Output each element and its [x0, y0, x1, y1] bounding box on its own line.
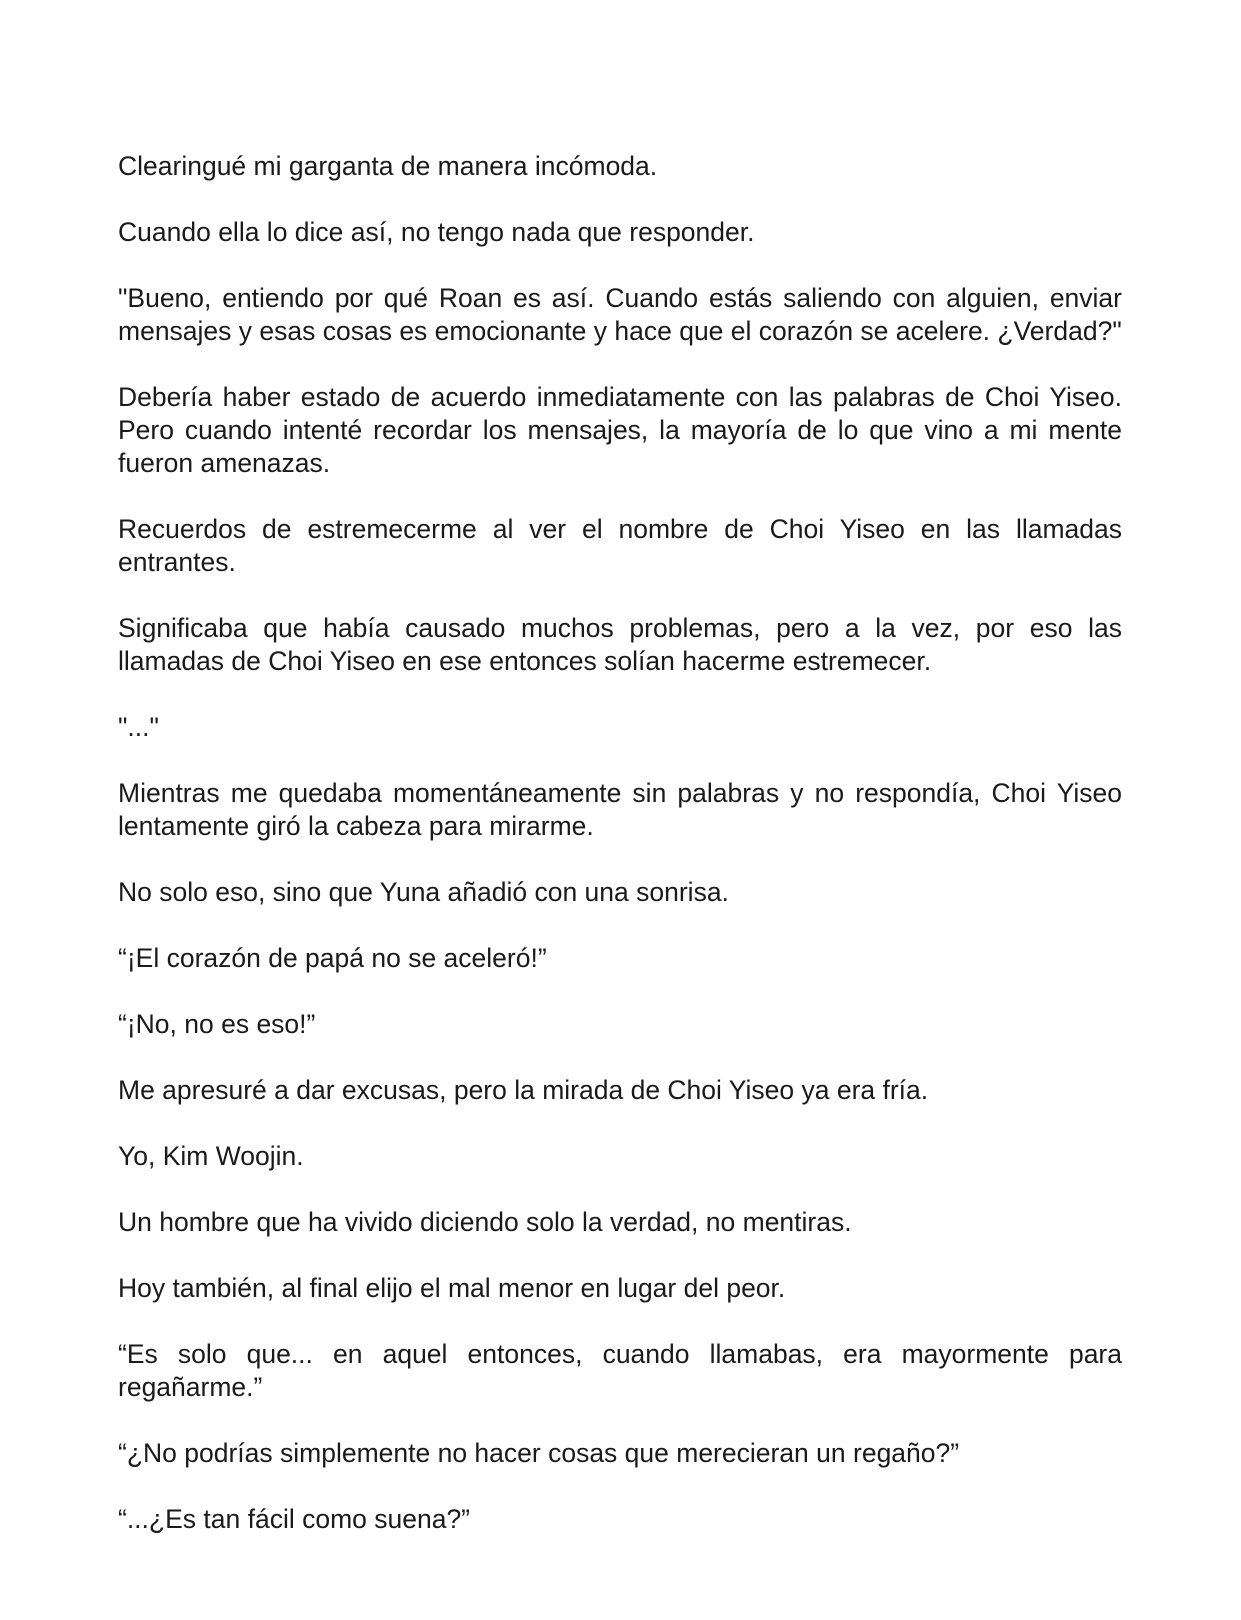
paragraph: "Bueno, entiendo por qué Roan es así. Cuando estás saliendo con alguien, enviar mensajes y esas cosas es emocionante y hace que el corazón se acelere. ¿Verdad?" — [118, 283, 1122, 346]
paragraph: "..." — [118, 712, 159, 742]
paragraph: Mientras me quedaba momentáneamente sin palabras y no respondía, Choi Yiseo lentamente giró la cabeza para mirarme. — [118, 778, 1122, 841]
paragraph: Un hombre que ha vivido diciendo solo la verdad, no mentiras. — [118, 1207, 852, 1237]
paragraph: Clearingué mi garganta de manera incómoda. — [118, 151, 658, 181]
paragraph: No solo eso, sino que Yuna añadió con una sonrisa. — [118, 877, 729, 907]
paragraph: “...¿Es tan fácil como suena?” — [118, 1504, 471, 1534]
paragraph: Yo, Kim Woojin. — [118, 1141, 304, 1171]
document-page — [118, 150, 1122, 1536]
paragraph: “¡No, no es eso!” — [118, 1009, 316, 1039]
paragraph: Cuando ella lo dice así, no tengo nada que responder. — [118, 217, 755, 247]
paragraph: Recuerdos de estremecerme al ver el nombre de Choi Yiseo en las llamadas entrantes. — [118, 514, 1122, 577]
paragraph: Hoy también, al final elijo el mal menor en lugar del peor. — [118, 1273, 786, 1303]
paragraph: “Es solo que... en aquel entonces, cuando llamabas, era mayormente para regañarme.” — [118, 1339, 1122, 1402]
paragraph: Significaba que había causado muchos problemas, pero a la vez, por eso las llamadas de Choi Yiseo en ese entonces solían hacerme estremecer. — [118, 613, 1122, 676]
paragraph: Me apresuré a dar excusas, pero la mirada de Choi Yiseo ya era fría. — [118, 1075, 929, 1105]
paragraph: “¿No podrías simplemente no hacer cosas que merecieran un regaño?” — [118, 1438, 960, 1468]
paragraph: “¡El corazón de papá no se aceleró!” — [118, 943, 547, 973]
paragraph: Debería haber estado de acuerdo inmediatamente con las palabras de Choi Yiseo. Pero cuando intenté recordar los mensajes, la mayoría de lo que vino a mi mente fueron amenazas. — [118, 382, 1122, 478]
